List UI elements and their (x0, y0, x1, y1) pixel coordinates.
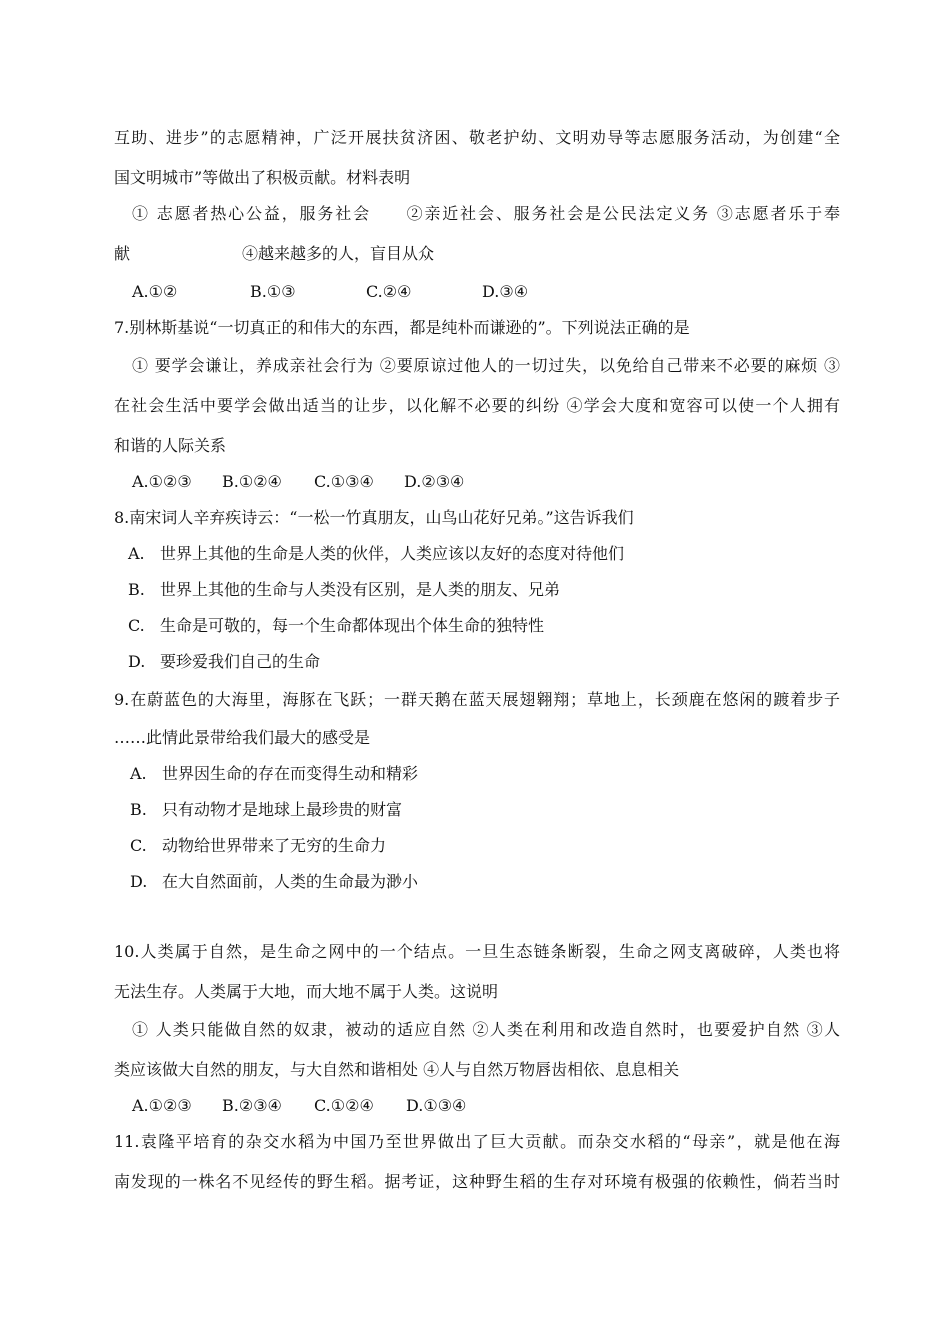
q9-option-b (130, 800, 840, 820)
q10-option-c: C.①②④ (314, 1096, 374, 1115)
q8-option-a-letter: A. (128, 544, 145, 563)
q8-option-d-letter: D. (128, 652, 146, 671)
q9-option-b-letter: B. (130, 800, 147, 819)
q6-stem-line-1: 互助、进步”的志愿精神，广泛开展扶贫济困、敬老护幼、文明劝导等志愿服务活动，为创建“全 (114, 128, 840, 147)
q9-option-a-text: 世界因生命的存在而变得生动和精彩 (162, 764, 419, 783)
q8-option-c-letter: C. (128, 616, 145, 635)
q6-option-a: A.①② (132, 282, 178, 301)
q9-option-d (130, 872, 840, 892)
q7-option-a: A.①②③ (132, 472, 192, 491)
q9-option-b-text: 只有动物才是地球上最珍贵的财富 (162, 800, 403, 819)
q9-option-c-letter: C. (130, 836, 147, 855)
q11-stem-line-1: 11.袁隆平培育的杂交水稻为中国乃至世界做出了巨大贡献。而杂交水稻的“母亲”，就是他在海 (114, 1132, 840, 1151)
q7-stem: 7.别林斯基说“一切真正的和伟大的东西，都是纯朴而谦逊的”。下列说法正确的是 (114, 318, 690, 337)
q10-option-d: D.①③④ (406, 1096, 467, 1115)
q8-stem: 8.南宋词人辛弃疾诗云：“一松一竹真朋友，山鸟山花好兄弟。”这告诉我们 (114, 508, 634, 527)
q10-option-a: A.①②③ (132, 1096, 192, 1115)
q8-option-a-text: 世界上其他的生命是人类的伙伴，人类应该以友好的态度对待他们 (160, 544, 625, 563)
q9-option-d-text: 在大自然面前，人类的生命最为渺小 (162, 872, 419, 891)
q11-stem-line-2: 南发现的一株名不见经传的野生稻。据考证，这种野生稻的生存对环境有极强的依赖性，倘若当时 (114, 1172, 840, 1191)
q7-option-b: B.①②④ (222, 472, 282, 491)
q10-statements-line-2: 类应该做大自然的朋友，与大自然和谐相处 ④人与自然万物唇齿相依、息息相关 (114, 1060, 680, 1079)
q9-option-a-letter: A. (130, 764, 147, 783)
q9-option-c (130, 836, 840, 856)
q7-option-c: C.①③④ (314, 472, 374, 491)
q8-option-d-text: 要珍爱我们自己的生命 (160, 652, 321, 671)
q10-stem-line-1: 10.人类属于自然，是生命之网中的一个结点。一旦生态链条断裂，生命之网支离破碎，人类也将 (114, 942, 840, 961)
q7-statements-line-1: ① 要学会谦让，养成亲社会行为 ②要原谅过他人的一切过失，以免给自己带来不必要的麻烦 ③ (132, 356, 840, 375)
q8-option-a (128, 544, 840, 564)
q6-option-d: D.③④ (482, 282, 529, 301)
q6-options (132, 282, 840, 302)
q10-statements-line-1: ① 人类只能做自然的奴隶，被动的适应自然 ②人类在利用和改造自然时，也要爱护自然 ③人 (132, 1020, 840, 1039)
q8-option-c-text: 生命是可敬的，每一个生命都体现出个体生命的独特性 (160, 616, 545, 635)
q6-option-b: B.①③ (250, 282, 296, 301)
q10-options (132, 1096, 840, 1116)
q6-stem-line-2: 国文明城市”等做出了积极贡献。材料表明 (114, 168, 411, 187)
q6-option-c: C.②④ (366, 282, 412, 301)
q8-option-b-text: 世界上其他的生命与人类没有区别，是人类的朋友、兄弟 (160, 580, 561, 599)
q9-option-c-text: 动物给世界带来了无穷的生命力 (162, 836, 387, 855)
q8-option-d (128, 652, 840, 672)
q7-statements-line-3: 和谐的人际关系 (114, 436, 227, 455)
q8-option-b-letter: B. (128, 580, 145, 599)
q6-statements-line-2: 献 ④越来越多的人，盲目从众 (114, 244, 435, 263)
q10-option-b: B.②③④ (222, 1096, 282, 1115)
q6-statements-line-1: ① 志愿者热心公益，服务社会 ②亲近社会、服务社会是公民法定义务 ③志愿者乐于奉 (132, 204, 840, 223)
q10-stem-line-2: 无法生存。人类属于大地，而大地不属于人类。这说明 (114, 982, 499, 1001)
q9-option-a (130, 764, 840, 784)
q9-stem-line-1: 9.在蔚蓝色的大海里，海豚在飞跃；一群天鹅在蓝天展翅翱翔；草地上，长颈鹿在悠闲的踱着步子 (114, 690, 840, 709)
q9-stem-line-2: ……此情此景带给我们最大的感受是 (114, 728, 371, 747)
q7-option-d: D.②③④ (404, 472, 465, 491)
q7-statements-line-2: 在社会生活中要学会做出适当的让步，以化解不必要的纠纷 ④学会大度和宽容可以使一个人拥有 (114, 396, 840, 415)
q8-option-b (128, 580, 840, 600)
q8-option-c (128, 616, 840, 636)
q9-option-d-letter: D. (130, 872, 148, 891)
q7-options (132, 472, 840, 492)
